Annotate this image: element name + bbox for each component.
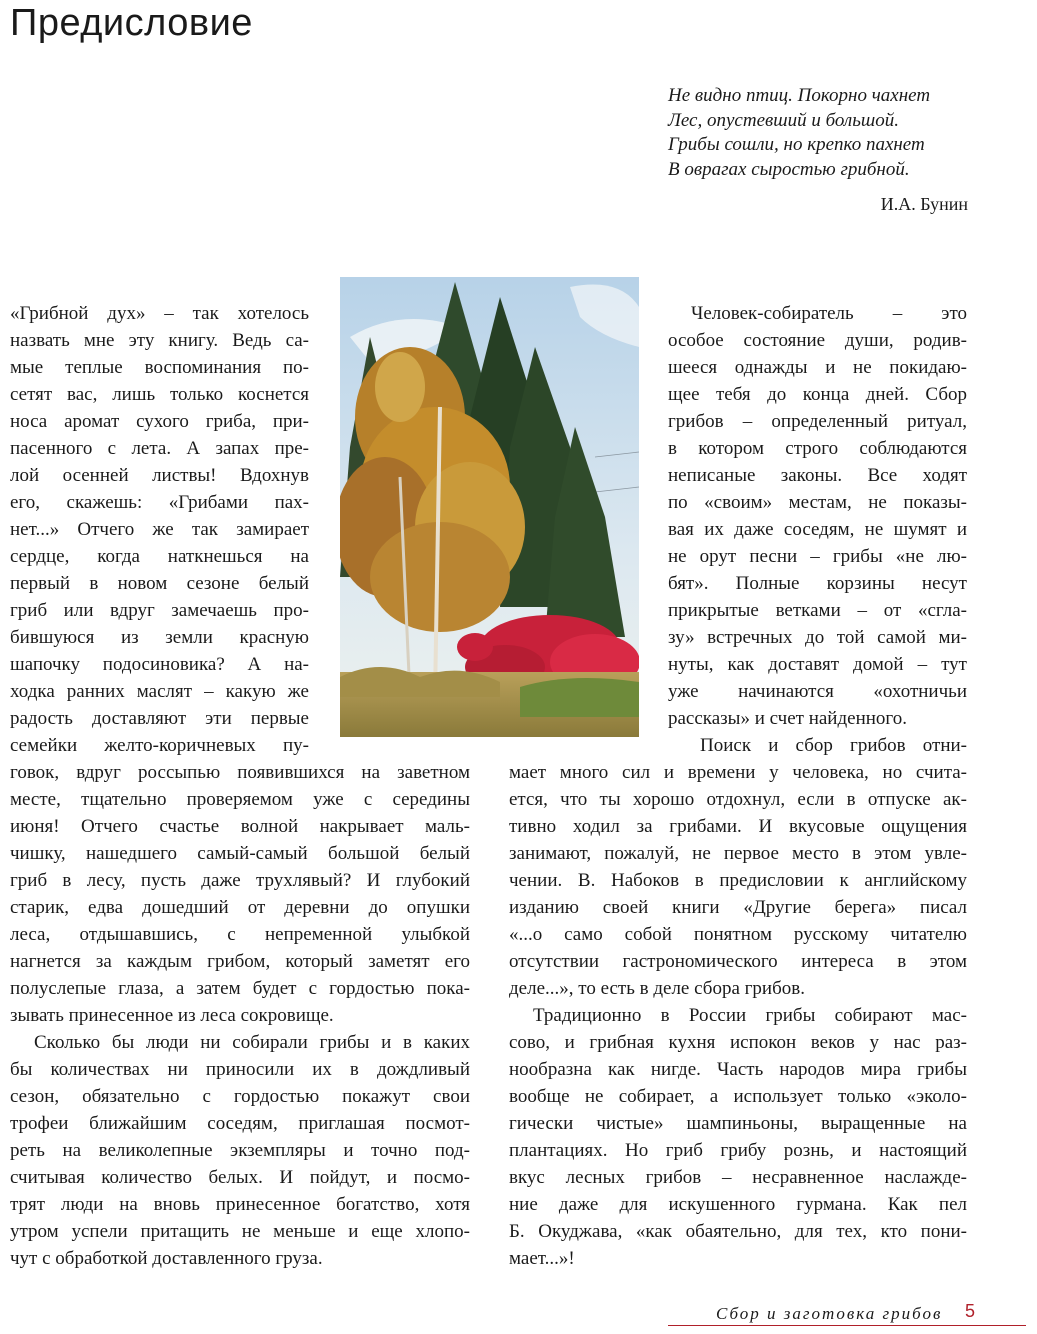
text-line: лой осенней листвы! Вдохнув — [10, 465, 309, 486]
text-line: чут с обработкой доставленного груза. — [10, 1248, 323, 1269]
text-line: назвать мне эту книгу. Ведь са- — [10, 330, 309, 351]
epigraph — [668, 84, 968, 215]
epigraph-line: Не видно птиц. Покорно чахнет — [668, 85, 931, 106]
text-line: чишку, нашедшего самый-самый большой белый — [10, 843, 470, 864]
text-line: занимают, пожалуй, не первое место в этом увле- — [509, 843, 967, 864]
text-line: щее тебя до конца дней. Сбор — [668, 384, 967, 405]
text-line: Поиск и сбор грибов отни- — [700, 735, 967, 756]
text-line: изданию своей книги «Другие берега» писал — [509, 897, 967, 918]
text-line: гриб или вдруг замечаешь про- — [10, 600, 309, 621]
text-line: зывать принесенное из леса сокровище. — [10, 1005, 334, 1026]
text-line: шееся однажды и не покидаю- — [668, 357, 967, 378]
text-line: неписаные законы. Все ходят — [668, 465, 967, 486]
text-line: рассказы» и счет найденного. — [668, 708, 907, 729]
text-line: Человек-собиратель – это — [691, 303, 967, 324]
text-line: носа аромат сухого гриба, при- — [10, 411, 309, 432]
autumn-forest-photo — [340, 277, 639, 737]
text-line: старик, едва дошедший от деревни до опушки — [10, 897, 470, 918]
text-line: Сколько бы люди ни собирали грибы и в каких — [34, 1032, 470, 1053]
text-line: бы количествах ни приносили их в дождливый — [10, 1059, 470, 1080]
text-line: прикрытые ветками – от «сгла- — [668, 600, 967, 621]
text-line: нагнется за каждым грибом, который заметят его — [10, 951, 470, 972]
text-line: семейки желто-коричневых пу- — [10, 735, 309, 756]
text-line: вая их даже соседям, не шумят и — [668, 519, 967, 540]
text-line: вкус лесных грибов – несравненное наслажде- — [509, 1167, 967, 1188]
text-line: отсутствии гастрономического интереса в этом — [509, 951, 967, 972]
page-title: Предисловие — [10, 2, 253, 44]
text-line: сово, и грибная кухня испокон веков у нас раз- — [509, 1032, 967, 1053]
epigraph-line: Лес, опустевший и большой. — [668, 109, 899, 131]
text-line: нет...» Отчего же так замирает — [10, 519, 309, 540]
text-line: трят люди на вновь принесенное богатство, хотя — [10, 1194, 470, 1215]
text-line: ется, что ты хорошо отдохнул, если в отпуске ак- — [509, 789, 967, 810]
text-line: радость доставляют эти первые — [10, 708, 309, 729]
text-line: бившуюся из земли красную — [10, 627, 309, 648]
text-line: гически чистые» шампиньоны, выращенные на — [509, 1113, 967, 1134]
text-line: трофеи ближайшим соседям, приглашая посмот- — [10, 1113, 470, 1134]
text-line: «Грибной дух» – так хотелось — [10, 303, 309, 324]
text-line: бят». Полные корзины несут — [668, 573, 967, 594]
text-line: зу» встречных до той самой ми- — [668, 627, 967, 648]
text-line: сердце, когда наткнешься на — [10, 546, 309, 567]
text-line: по «своим» местам, не показы- — [668, 492, 967, 513]
text-line: ходка ранних маслят – какую же — [10, 681, 309, 702]
text-line: мает много сил и времени у человека, но счита- — [509, 762, 967, 783]
text-line: нуты, как доставят домой – тут — [668, 654, 967, 675]
text-line: шапочку подосиновика? А на- — [10, 654, 309, 675]
text-line: тивно ходил за грибами. И вкусовые ощущения — [509, 816, 967, 837]
text-line: Б. Окуджава, «как обаятельно, для тех, кто пони- — [509, 1221, 967, 1242]
text-line: пасенного с лета. А запах пре- — [10, 438, 309, 459]
text-line: «...о само собой понятном русскому читателю — [509, 924, 967, 945]
text-line: леса, отдышавшись, с непременной улыбкой — [10, 924, 470, 945]
text-line: его, скажешь: «Грибами пах- — [10, 492, 309, 513]
epigraph-line: Грибы сошли, но крепко пахнет — [668, 134, 925, 155]
running-title: Сбор и заготовка грибов — [716, 1304, 943, 1323]
text-line: чении. В. Набоков в предисловии к английскому — [509, 870, 967, 891]
text-line: гриб в лесу, пусть даже трухлявый? И глубокий — [10, 870, 470, 891]
text-line: июня! Отчего счастье волной накрывает маль- — [10, 816, 470, 837]
text-line: деле...», то есть в деле сбора грибов. — [509, 978, 805, 999]
text-line: вообще не собирает, а использует только «эколо- — [509, 1086, 967, 1107]
text-line: сезон, обязательно с гордостью покажут свои — [10, 1086, 470, 1107]
footer-rule — [668, 1325, 1026, 1326]
epigraph-author: И.А. Бунин — [880, 194, 968, 214]
text-line: нообразна как нигде. Часть народов мира грибы — [509, 1059, 967, 1080]
text-line: уже начинаются «охотничьи — [668, 681, 967, 702]
text-line: месте, тщательно проверяемом уже с середины — [10, 789, 470, 810]
text-line: грибов – определенный ритуал, — [668, 411, 967, 432]
epigraph-line: В оврагах сыростью грибной. — [668, 158, 910, 180]
text-line: мые теплые воспоминания по- — [10, 357, 309, 378]
text-line: утром успели притащить не меньше и еще хлопо- — [10, 1221, 470, 1242]
text-line: сетят вас, лишь только коснется — [10, 384, 309, 405]
page-number: 5 — [965, 1301, 976, 1321]
text-line: считывая количество белых. И пойдут, и посмо- — [10, 1167, 470, 1188]
text-line: реть на великолепные экземпляры и точно под- — [10, 1140, 470, 1161]
text-line: мает...»! — [509, 1248, 575, 1269]
text-line: говок, вдруг россыпью появившихся на заветном — [10, 762, 470, 783]
text-line: не орут песни – грибы «не лю- — [668, 546, 967, 567]
text-line: особое состояние души, родив- — [668, 330, 967, 351]
text-line: полуслепые глаза, а затем будет с гордостью пока- — [10, 978, 470, 999]
text-line: Традиционно в России грибы собирают мас- — [533, 1005, 967, 1026]
text-line: ние даже для искушенного гурмана. Как пел — [509, 1194, 967, 1215]
text-line: первый в новом сезоне белый — [10, 573, 309, 594]
text-line: в котором строго соблюдаются — [668, 438, 967, 459]
text-line: плантациях. Но гриб грибу рознь, и настоящий — [509, 1140, 967, 1161]
